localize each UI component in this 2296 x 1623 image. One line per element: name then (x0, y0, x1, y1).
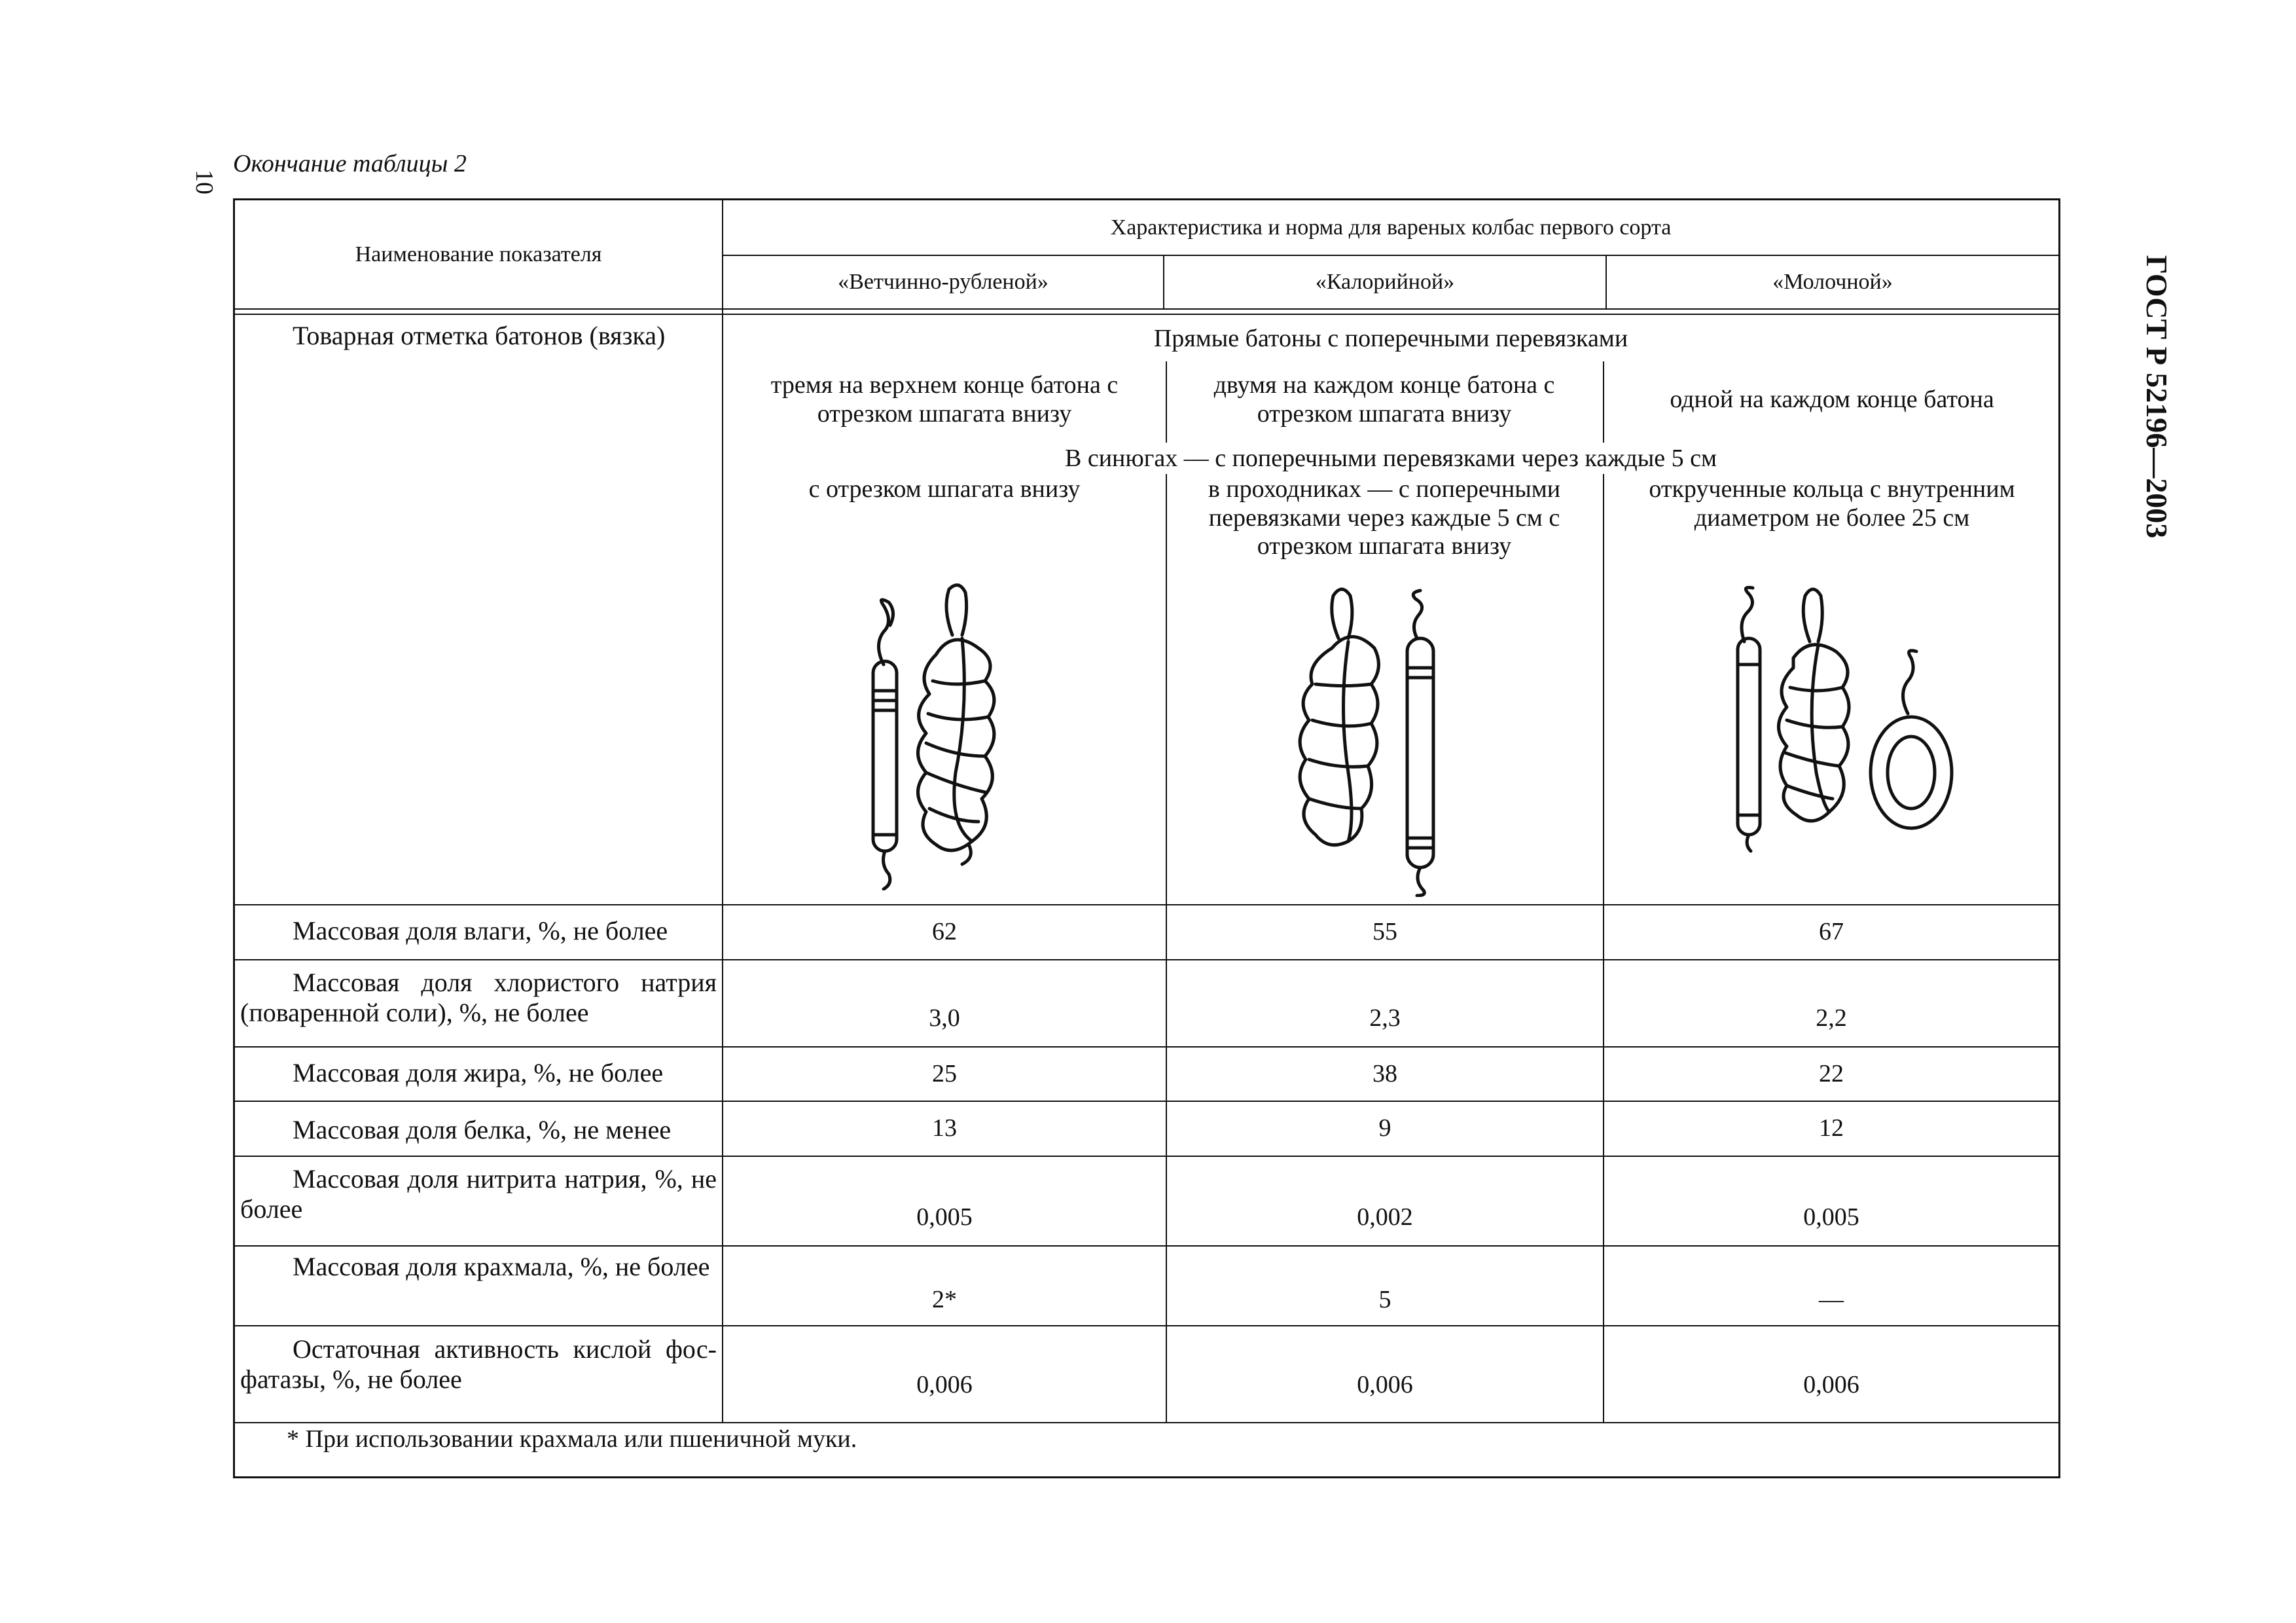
rule-header-bottom-2 (233, 314, 2060, 315)
cell-fat-milk: 22 (1819, 1059, 1844, 1087)
cell-salt-caloric: 2,3 (1369, 1004, 1401, 1032)
marking-other-milk: открученные кольца с внутренним диаметром не более 25 см (1649, 475, 2015, 532)
row-label-phosphatase: Остаточная активность кислой фос-фатазы, %, не более (240, 1334, 717, 1394)
marking-straight-span: Прямые батоны с поперечными перевязками (1153, 325, 1628, 353)
cell-phosphatase-ham: 0,006 (916, 1371, 973, 1399)
row-label-salt: Массовая доля хлористого натрия (поваренной соли), %, не более (240, 968, 717, 1027)
cell-nitrite-milk: 0,005 (1803, 1203, 1859, 1231)
marking-straight-ham: тремя на верхнем конце батона с отрезком шпагата внизу (770, 371, 1119, 428)
row-label-moisture: Массовая доля влаги, %, не более (293, 916, 668, 945)
cell-phosphatase-caloric: 0,006 (1357, 1371, 1413, 1399)
rule-col-3-straight (1603, 361, 1604, 443)
marking-straight-caloric: двумя на каждом конце батона с отрезком шпагата внизу (1213, 371, 1555, 428)
header-name-column: Наименование показателя (355, 242, 602, 266)
cell-fat-caloric: 38 (1372, 1059, 1397, 1087)
sausage-illustration-caloric (1293, 576, 1463, 897)
row-label-starch: Массовая доля крахмала, %, не более (293, 1252, 710, 1281)
rule-header-bottom-1 (233, 308, 2060, 310)
cell-starch-milk: — (1819, 1286, 1844, 1314)
row-label-marking: Товарная отметка батонов (вязка) (293, 321, 666, 350)
table-caption: Окончание таблицы 2 (233, 150, 467, 177)
cell-salt-ham: 3,0 (929, 1004, 960, 1032)
cell-fat-ham: 25 (932, 1059, 957, 1087)
row-label-fat: Массовая доля жира, %, не более (293, 1058, 664, 1087)
cell-starch-caloric: 5 (1378, 1286, 1391, 1314)
header-col-caloric: «Калорийной» (1315, 270, 1455, 295)
cell-moisture-ham: 62 (932, 918, 957, 946)
cell-protein-milk: 12 (1819, 1114, 1844, 1142)
sausage-illustration-milk (1708, 576, 1970, 877)
cell-protein-caloric: 9 (1378, 1114, 1391, 1142)
standard-code: ГОСТ Р 52196—2003 (2140, 255, 2174, 539)
page-number: 10 (190, 170, 218, 194)
cell-protein-ham: 13 (932, 1114, 957, 1142)
cell-salt-milk: 2,2 (1816, 1004, 1847, 1032)
header-group: Характеристика и норма для вареных колбас первого сорта (1110, 215, 1672, 240)
marking-straight-milk: одной на каждом конце батона (1670, 386, 1994, 414)
sausage-illustration-ham (838, 576, 1034, 890)
row-label-protein: Массовая доля белка, %, не менее (293, 1115, 672, 1144)
cell-moisture-caloric: 55 (1372, 918, 1397, 946)
marking-other-ham: с отрезком шпагата внизу (808, 475, 1081, 503)
header-col-milk: «Молочной» (1772, 270, 1893, 295)
cell-starch-ham: 2* (932, 1286, 957, 1314)
header-col-ham: «Ветчинно-рубленой» (838, 270, 1049, 295)
marking-sinyug-span: В синюгах — с поперечными перевязками через каждые 5 см (1064, 445, 1717, 473)
row-label-nitrite: Массовая доля нитрита натрия, %, не более (240, 1164, 717, 1224)
rule-col-2-straight (1166, 361, 1167, 443)
cell-nitrite-ham: 0,005 (916, 1203, 973, 1231)
table-footnote: * При использовании крахмала или пшеничной муки. (287, 1425, 857, 1453)
rule-row-8 (233, 1422, 2060, 1423)
cell-nitrite-caloric: 0,002 (1357, 1203, 1413, 1231)
cell-phosphatase-milk: 0,006 (1803, 1371, 1859, 1399)
marking-other-caloric: в проходниках — с поперечными перевязками через каждые 5 см с отрезком шпагата внизу (1208, 475, 1561, 560)
cell-moisture-milk: 67 (1819, 918, 1844, 946)
